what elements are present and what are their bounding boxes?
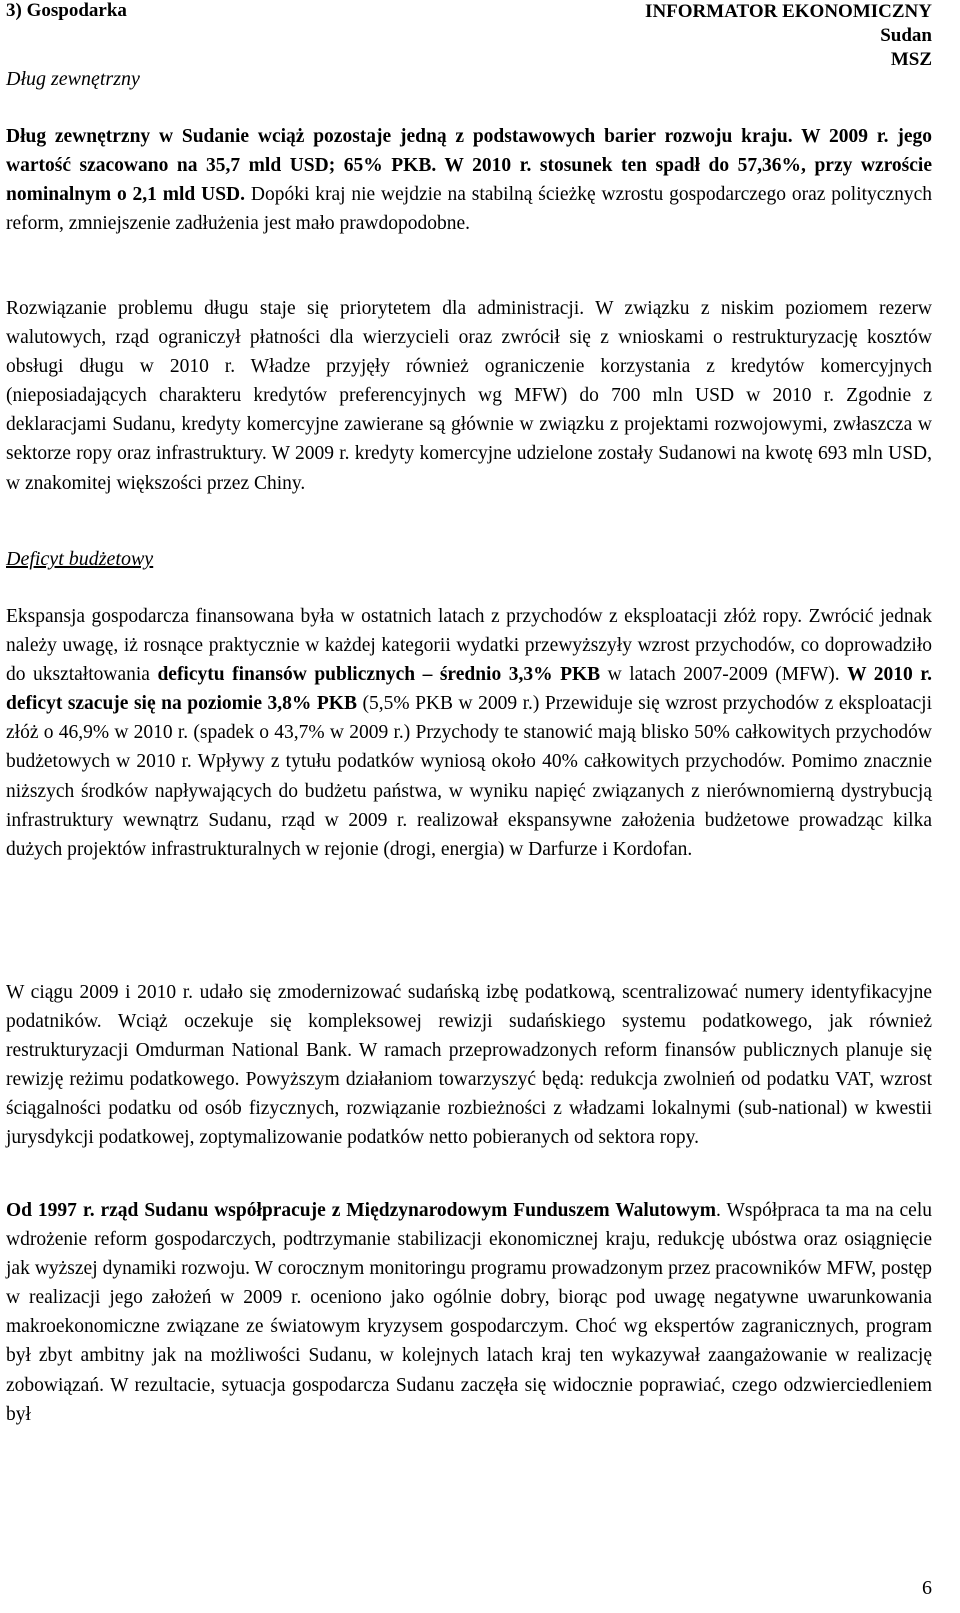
- paragraph-tax-reform: W ciągu 2009 i 2010 r. udało się zmodernizować sudańską izbę podatkową, scentralizować numery identyfikacyjne podatników. Wciąż oczekuje się kompleksowej rewizji sudańskiego systemu podatkowego, jak również restrukturyzacji Omdurman National Bank. W ramach przeprowadzonych reform finansów publicznych planuje się rewizję reżimu podatkowego. Powyższym działaniom towarzyszyć będą: redukcja zwolnień od podatku VAT, wzrost ściągalności podatku od osób fizycznych, rozwiązanie rozbieżności z władzami lokalnymi (sub-national) w kwestii jurysdykcji podatkowej, zoptymalizowanie podatków netto pobieranych od sektora ropy.: [6, 982, 932, 1149]
- debt-intro-bold: Dług zewnętrzny w Sudanie wciąż pozostaje jedną z podstawowych barier rozwoju kraju. W 2009 r. jego wartość szacowano na 35,7 mld USD; 65% PKB. W 2010 r. stosunek ten spadł do 57,36%, przy wzroście nominalnym o 2,1 mld USD.: [6, 126, 932, 206]
- page-number: 6: [922, 1577, 932, 1599]
- country-name: Sudan: [880, 25, 932, 46]
- publication-name: INFORMATOR EKONOMICZNY: [645, 1, 932, 22]
- paragraph-debt-priority: Rozwiązanie problemu długu staje się priorytetem dla administracji. W związku z niskim poziomem rezerw walutowych, rząd ograniczył płatności dla wierzycieli oraz zwrócił się z wnioskami o restrukturyzację kosztów obsługi długu w 2010 r. Władze przyjęły również ograniczenie korzystania z kredytów komercyjnych (nieposiadających charakteru kredytów preferencyjnych wg MFW) do 700 mln USD w 2010 r. Zgodnie z deklaracjami Sudanu, kredyty komercyjne zawierane są głównie w związku z projektami rozwojowymi, zwłaszcza w sektorze ropy oraz infrastruktury. W 2009 r. kredyty komercyjne udzielone zostały Sudanowi na kwotę 693 mln USD, w znakomitej większości przez Chiny.: [6, 298, 932, 494]
- imf-text: . Współpraca ta ma na celu wdrożenie reform gospodarczych, podtrzymanie stabilizacji ekonomicznej kraju, redukcję ubóstwa oraz osiągnięcie jak wyższej dynamiki rozwoju. W corocznym monitoringu programu prowadzonym przez pracowników MFW, postęp w realizacji jego założeń w 2009 r. oceniono jako ogólnie dobry, biorąc pod uwagę negatywne uwarunkowania makroekonomiczne związane ze światowym kryzysem gospodarczym. Choć wg ekspertów zagranicznych, program był zbyt ambitny jak na możliwości Sudanu, w kolejnych latach kraj ten wykazywał zaangażowanie w realizację zobowiązań. W rezultacie, sytuacja gospodarcza Sudanu zaczęła się widocznie poprawiać, czego odzwierciedleniem był: [6, 1200, 932, 1425]
- imf-bold: Od 1997 r. rząd Sudanu współpracuje z Międzynarodowym Funduszem Walutowym: [6, 1200, 716, 1221]
- page-header-right: [645, 0, 932, 72]
- deficit-text-1: Ekspansja gospodarcza finansowana była w ostatnich latach z przychodów z eksploatacji złóż ropy. Zwrócić jednak należy uwagę, iż rosnące praktycznie w każdej kategorii wydatki przewyższyły wzrost przychodów, co doprowadziło do ukształtowania: [6, 606, 932, 686]
- section-title-debt: Dług zewnętrzny: [6, 68, 140, 90]
- page-header-section: 3) Gospodarka: [6, 0, 127, 21]
- section-title-deficit: Deficyt budżetowy: [6, 548, 154, 570]
- paragraph-debt-intro: [6, 122, 932, 238]
- deficit-bold-1: deficytu finansów publicznych – średnio 3,3% PKB: [157, 664, 601, 686]
- deficit-text-3: (5,5% PKB w 2009 r.) Przewiduje się wzrost przychodów z eksploatacji złóż o 46,9% w 2010 r. (spadek o 43,7% w 2009 r.) Przychody te stanowić mają blisko 50% całkowitych przychodów budżetowych w 2010 r. Wpływy z tytułu podatków wyniosą około 40% całkowitych przychodów. Pomimo znacznie niższych środków napływających do budżetu państwa, w wyniku napięć związanych z nierównomierną dystrybucją infrastruktury wewnątrz Sudanu, rząd w 2009 r. realizował ekspansywne założenia budżetowe prowadząc kilka dużych projektów infrastrukturalnych w rejonie (drogi, energia) w Darfurze i Kordofan.: [6, 693, 932, 860]
- debt-intro-text: Dopóki kraj nie wejdzie na stabilną ścieżkę wzrostu gospodarczego oraz politycznych reform, zmniejszenie zadłużenia jest mało prawdopodobne.: [6, 184, 932, 235]
- paragraph-imf: [6, 1196, 932, 1429]
- paragraph-deficit: [6, 602, 932, 864]
- ministry-name: MSZ: [890, 49, 932, 70]
- deficit-text-2: w latach 2007-2009 (MFW).: [600, 664, 848, 686]
- deficit-bold-2: W 2010 r. deficyt szacuje się na poziomie 3,8% PKB: [6, 664, 933, 715]
